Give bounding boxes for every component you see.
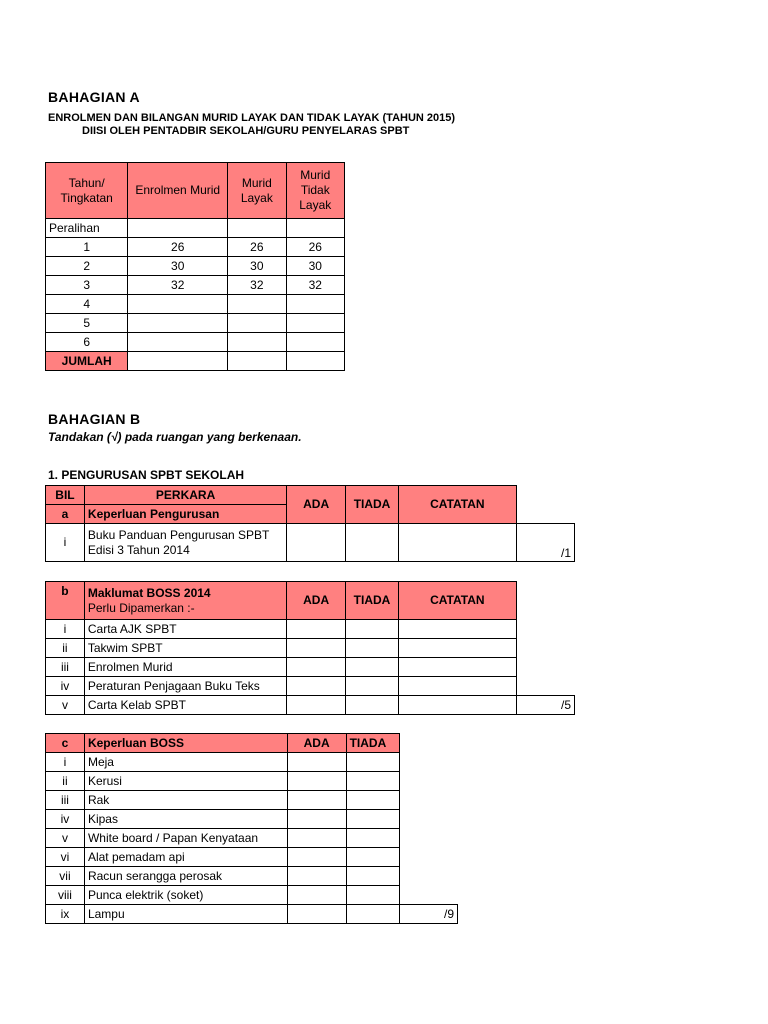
table-row: 1 26 26 26: [46, 238, 345, 257]
header-enrolmen: Enrolmen Murid: [128, 163, 228, 219]
table-row: ii Kerusi: [46, 772, 458, 791]
table-row: iv Peraturan Penjagaan Buku Teks: [46, 677, 575, 696]
table-row: iii Enrolmen Murid: [46, 658, 575, 677]
table-row: 3 32 32 32: [46, 276, 345, 295]
table-row: v White board / Papan Kenyataan: [46, 829, 458, 848]
section-a-title: BAHAGIAN A: [48, 89, 140, 105]
table-row: vii Racun serangga perosak: [46, 867, 458, 886]
item1-title: 1. PENGURUSAN SPBT SEKOLAH: [48, 468, 245, 482]
enrolment-table: [45, 162, 345, 371]
table-row: vi Alat pemadam api: [46, 848, 458, 867]
total-row: [46, 352, 345, 371]
table-row: ii Takwim SPBT: [46, 639, 575, 658]
total-label: JUMLAH: [46, 352, 128, 371]
table-row: i Buku Panduan Pengurusan SPBT Edisi 3 Tahun 2014 /1: [46, 524, 575, 562]
table-b: b Maklumat BOSS 2014 Perlu Dipamerkan :- ADA TIADA CATATAN i Carta AJK SPBT ii Takwim SPBT iii Enrolmen Murid iv Peraturan Penjagaan Buku Teks v Carta Kelab SPBT /5: [45, 581, 575, 715]
table-row: i Carta AJK SPBT: [46, 620, 575, 639]
table-row: iv Kipas: [46, 810, 458, 829]
table-row: i Meja: [46, 753, 458, 772]
table-c: c Keperluan BOSS ADA TIADA i Meja ii Kerusi iii Rak iv Kipas v White board / Papan Kenyataan vi Alat pemadam api vii Racun serangga perosak viii Punca elektrik (soket) ix Lampu /9: [45, 733, 458, 924]
table-row: 4: [46, 295, 345, 314]
score-b: /5: [516, 696, 574, 715]
table-row: viii Punca elektrik (soket): [46, 886, 458, 905]
table-a: BIL PERKARA ADA TIADA CATATAN a Keperluan Pengurusan i Buku Panduan Pengurusan SPBT Edisi 3 Tahun 2014 /1: [45, 485, 575, 562]
table-row: Peralihan: [46, 219, 345, 238]
table-row: 2 30 30 30: [46, 257, 345, 276]
table-row: 5: [46, 314, 345, 333]
table-row: iii Rak: [46, 791, 458, 810]
score-a: /1: [516, 524, 574, 562]
table-row: 6: [46, 333, 345, 352]
section-b-instruction: Tandakan (√) pada ruangan yang berkenaan.: [48, 430, 302, 444]
table-row: v Carta Kelab SPBT /5: [46, 696, 575, 715]
header-layak: Murid Layak: [228, 163, 286, 219]
header-tidak-layak: Murid Tidak Layak: [286, 163, 344, 219]
section-a-line2: DIISI OLEH PENTADBIR SEKOLAH/GURU PENYELARAS SPBT: [82, 125, 410, 137]
section-b-title: BAHAGIAN B: [48, 411, 141, 427]
table-row: ix Lampu /9: [46, 905, 458, 924]
section-a-line1: ENROLMEN DAN BILANGAN MURID LAYAK DAN TIDAK LAYAK (TAHUN 2015): [48, 112, 456, 124]
score-c: /9: [399, 905, 457, 924]
header-tahun: Tahun/ Tingkatan: [46, 163, 128, 219]
